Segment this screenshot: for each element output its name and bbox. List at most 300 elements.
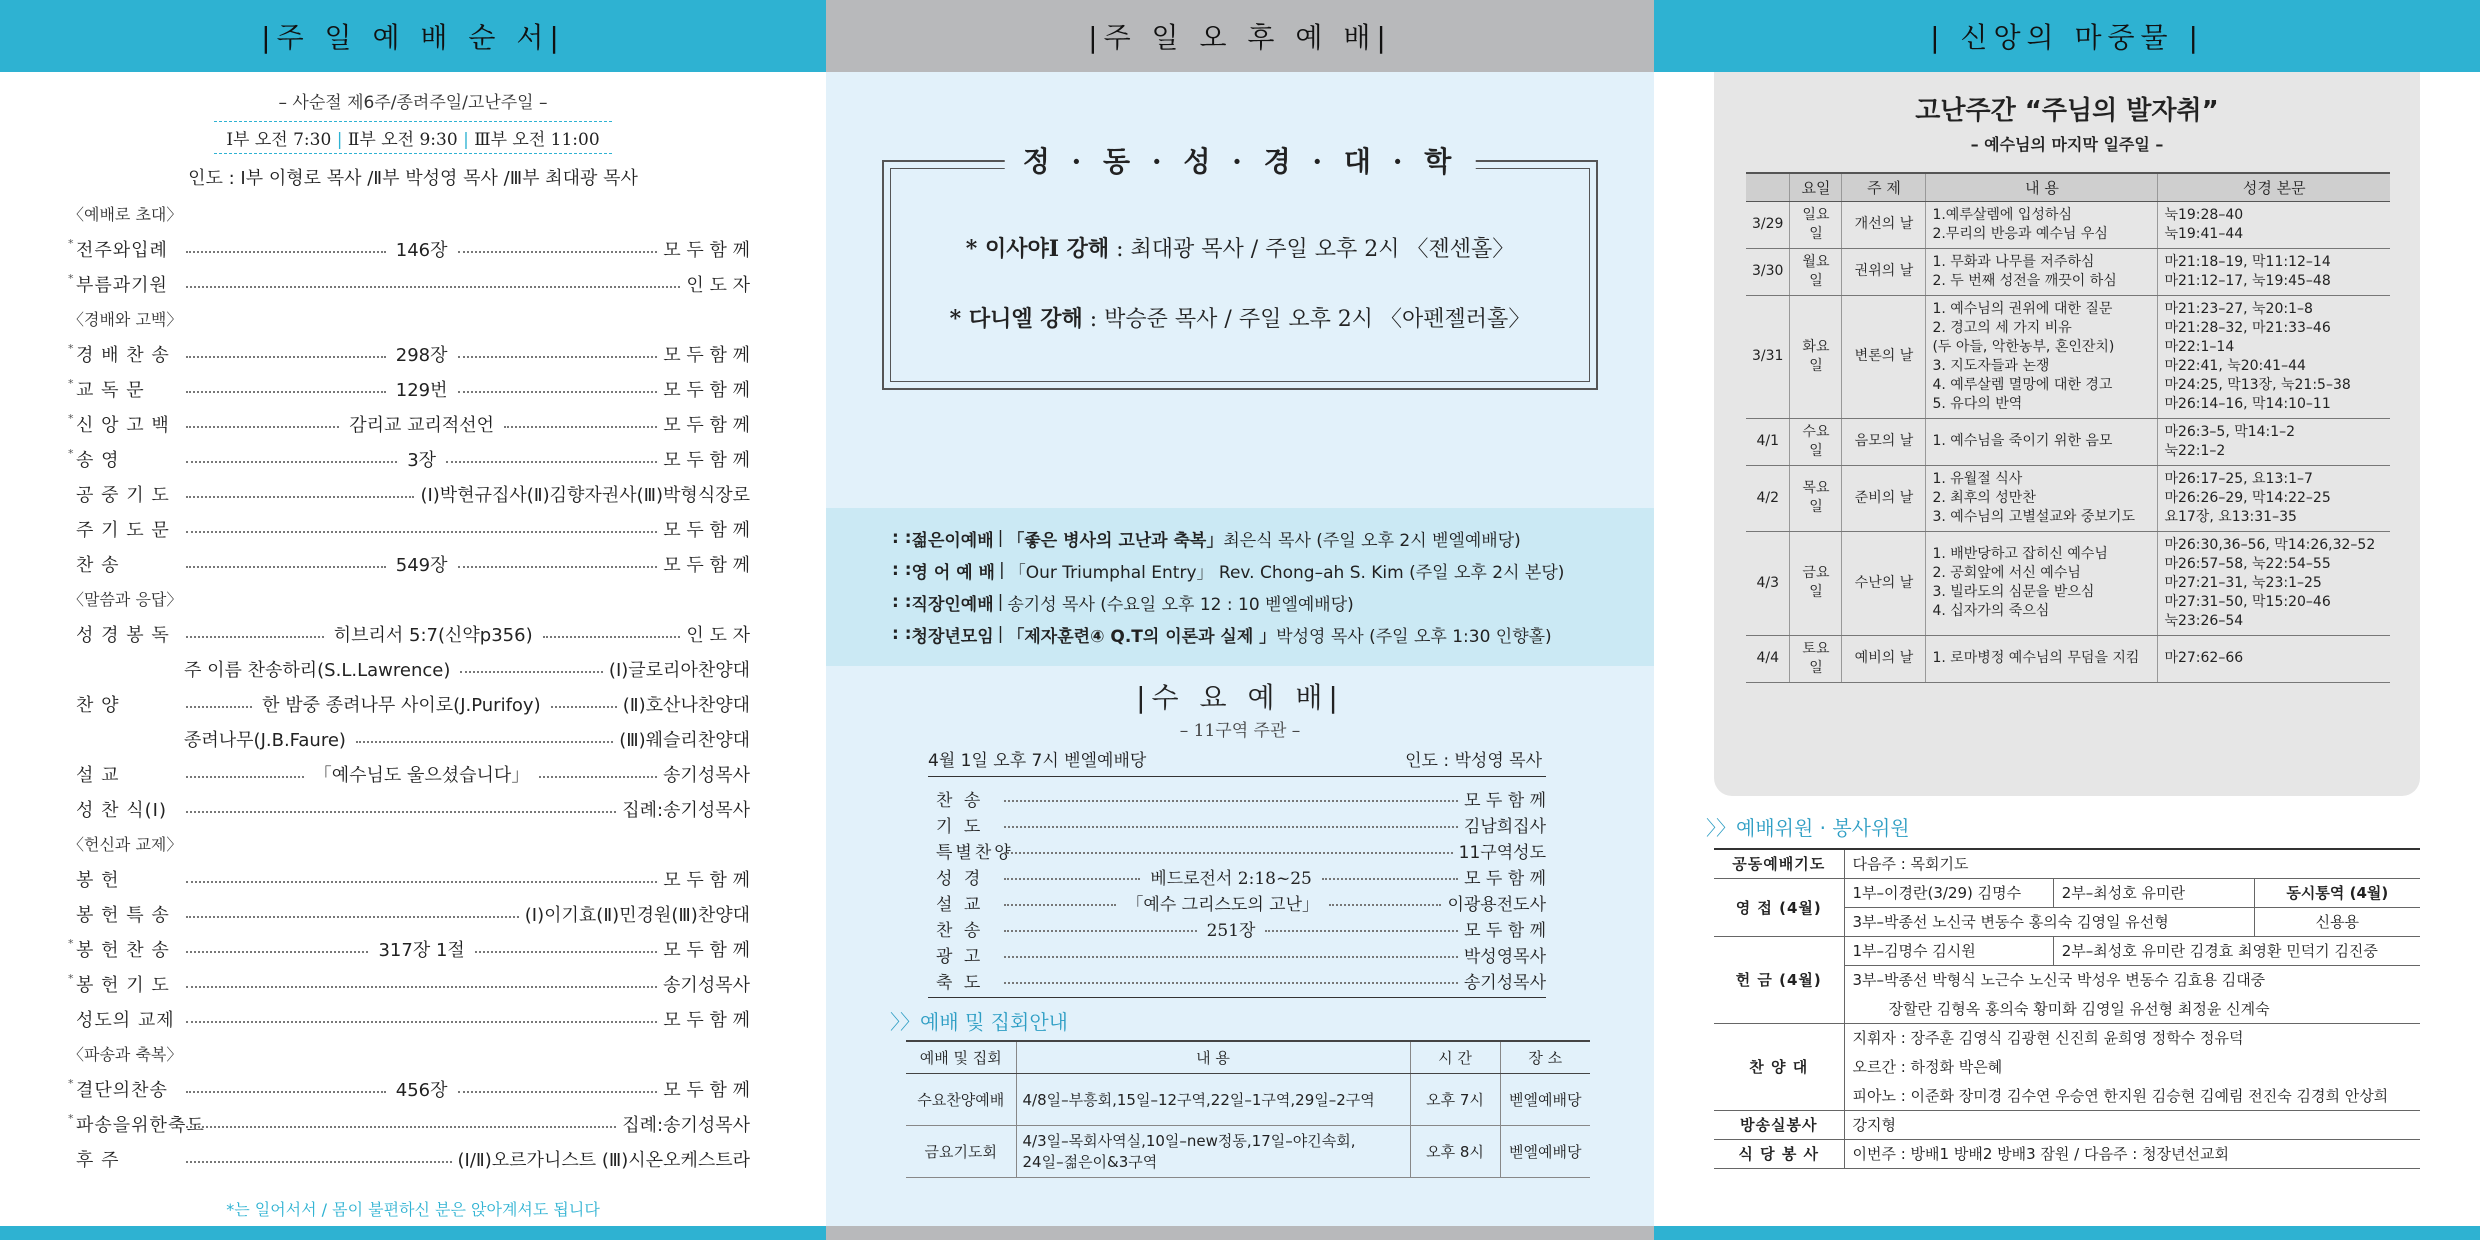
table-row <box>1714 849 2420 878</box>
column-header: 장 소 <box>1500 1041 1590 1073</box>
table-row <box>1746 201 2390 248</box>
order-label: 찬 송 <box>76 554 120 576</box>
leader-dots <box>475 951 657 953</box>
leader-dots <box>186 1091 386 1093</box>
order-detail: 129번 <box>395 379 448 401</box>
service-title: 「제자훈련④ Q.T의 이론과 실제 」 <box>1007 626 1277 647</box>
service-leaders: 인도 : Ⅰ부 이형로 목사 /Ⅱ부 박성영 목사 /Ⅲ부 최대광 목사 <box>188 168 638 189</box>
order-leader: 박성영목사 <box>1463 946 1546 967</box>
table-cell: 예비의 날 <box>1842 635 1926 682</box>
wednesday-worship-subtitle: – 11구역 주관 – <box>1179 721 1301 741</box>
order-item <box>68 406 750 441</box>
order-leader: (Ⅰ)이기효(Ⅱ)민경원(Ⅲ)찬양대 <box>524 904 750 926</box>
order-detail: 베드로전서 2:18~25 <box>1150 868 1312 889</box>
order-item <box>68 896 750 931</box>
order-leader: 모 두 함 께 <box>663 1009 750 1031</box>
table-row <box>1714 1110 2420 1139</box>
service-name: 젊은이예배 <box>911 530 994 551</box>
table-cell: 마26:30,36–56, 막14:26,32–52 마26:57–58, 눅22:54–55 마27:21–31, 눅23:1–25 마27:31–50, 막15:20–46 눅23:26–54 <box>2158 531 2390 635</box>
vol-value: 2부–최성호 유미란 김경효 최영환 민덕기 김진중 <box>2053 936 2420 965</box>
lecture-detail: : 최대광 목사 / 주일 오후 2시 〈젠센홀〉 <box>1109 237 1515 262</box>
table-cell: 4/4 <box>1746 635 1790 682</box>
footer-bar <box>0 1226 826 1240</box>
order-label: 성도의 교제 <box>76 1009 175 1031</box>
table-cell: 3/29 <box>1746 201 1790 248</box>
order-leader: 송기성목사 <box>663 764 750 786</box>
order-leader: 집례:송기성목사 <box>622 1114 750 1136</box>
service-time-2: Ⅱ부 오전 9:30 <box>347 130 458 150</box>
order-label: 축 도 <box>936 972 984 993</box>
order-leader: 이광용전도사 <box>1447 894 1546 915</box>
section-label: 〈예배로 초대〉 <box>68 205 183 224</box>
leader-dots <box>1004 826 1458 828</box>
order-leader: 모 두 함 께 <box>663 1079 750 1101</box>
section-label: 〈파송과 축복〉 <box>68 1045 183 1064</box>
leader-dots <box>186 1021 657 1023</box>
standing-mark: * <box>68 377 74 390</box>
bible-college-title: 정 · 동 · 성 · 경 · 대 · 학 <box>1005 140 1476 180</box>
order-leader: (Ⅰ/Ⅱ)오르가니스트 (Ⅲ)시온오케스트라 <box>457 1149 750 1171</box>
table-row <box>1746 248 2390 295</box>
vol-value: 동시통역 (4월) <box>2254 878 2420 907</box>
vol-value: 1부–이경란(3/29) 김명수 <box>1844 878 2053 907</box>
leader-dots <box>1004 956 1458 958</box>
order-detail: 종려나무(J.B.Faure) <box>184 729 346 751</box>
order-leader: (Ⅰ)글로리아찬양대 <box>608 659 750 681</box>
table-cell: 일요일 <box>1790 201 1842 248</box>
order-label: 성 경 <box>936 868 984 889</box>
leader-dots <box>458 251 658 253</box>
order-item <box>68 966 750 1001</box>
order-label: 봉 헌 <box>76 869 120 891</box>
leader-dots <box>186 496 414 498</box>
wednesday-item <box>928 915 1546 941</box>
service-time-3: Ⅲ부 오전 11:00 <box>474 130 600 150</box>
standing-mark: * <box>68 342 74 355</box>
vol-label: 헌 금 (4월) <box>1714 936 1844 1023</box>
leader-dots <box>186 811 616 813</box>
table-cell: 오후 8시 <box>1410 1125 1500 1177</box>
leader-dots <box>186 426 339 428</box>
leader-dots <box>1004 800 1458 802</box>
meeting-info-heading: 〉〉예배 및 집회안내 <box>890 1010 1068 1034</box>
leader-dots <box>1329 904 1441 906</box>
section-label: 〈경배와 고백〉 <box>68 310 183 329</box>
table-cell: 화요일 <box>1790 295 1842 418</box>
order-label: 봉 헌 기 도 <box>76 974 170 996</box>
table-cell: 개선의 날 <box>1842 201 1926 248</box>
faith-panel <box>1654 0 2480 1240</box>
other-services-band <box>826 508 1654 666</box>
table-cell: 수난의 날 <box>1842 531 1926 635</box>
table-row <box>1714 1139 2420 1168</box>
table-cell: 3/30 <box>1746 248 1790 295</box>
table-cell: 수요일 <box>1790 418 1842 465</box>
leader-dots <box>186 881 657 883</box>
wednesday-item <box>928 941 1546 967</box>
vol-value: 3부–박종선 노신국 변동수 홍의숙 김영일 유선형 <box>1844 907 2254 936</box>
lecture-detail: : 박승준 목사 / 주일 오후 2시 〈아펜젤러홀〉 <box>1082 307 1531 332</box>
leader-dots <box>186 636 324 638</box>
time-separator: | <box>336 130 343 150</box>
table-row <box>1714 1023 2420 1052</box>
order-detail: 456장 <box>395 1079 448 1101</box>
wednesday-place: 4월 1일 오후 7시 벧엘예배당 <box>928 751 1147 771</box>
leader-dots <box>186 286 680 288</box>
wednesday-item <box>928 889 1546 915</box>
order-label: 신 앙 고 백 <box>76 414 170 436</box>
service-times <box>214 121 611 154</box>
order-leader: 집례:송기성목사 <box>622 799 750 821</box>
leader-dots <box>460 671 603 673</box>
passion-week-title: 고난주간 “주님의 발자취” <box>1915 96 2219 126</box>
column-header: 요일 <box>1790 173 1842 201</box>
order-item <box>68 336 750 371</box>
table-row <box>906 1125 1590 1177</box>
column-header: 주 제 <box>1842 173 1926 201</box>
service-detail: 「Our Triumphal Entry」 Rev. Chong–ah S. Kim (주일 오후 2시 본당) <box>1008 562 1565 583</box>
order-leader: 김남희집사 <box>1463 816 1546 837</box>
table-row <box>1746 465 2390 531</box>
vol-label: 식 당 봉 사 <box>1714 1139 1844 1168</box>
order-item <box>68 546 750 581</box>
vol-value: 다음주 : 목회기도 <box>1844 849 2420 878</box>
order-label: 파송을위한축도 <box>76 1114 205 1136</box>
column-header: 내 용 <box>1926 173 2158 201</box>
table-row <box>1746 635 2390 682</box>
order-label: 주 기 도 문 <box>76 519 170 541</box>
order-item <box>68 721 750 756</box>
table-row <box>1714 936 2420 965</box>
service-name: 직장인예배 <box>911 594 994 615</box>
table-row <box>1746 531 2390 635</box>
passion-week-subtitle: – 예수님의 마지막 일주일 – <box>1970 135 2164 154</box>
table-cell: 마21:18–19, 막11:12–14 마21:12–17, 눅19:45–48 <box>2158 248 2390 295</box>
vol-value: 신용용 <box>2254 907 2420 936</box>
leader-dots <box>186 251 386 253</box>
column-header: 성경 본문 <box>2158 173 2390 201</box>
separator: | <box>998 560 1005 580</box>
wednesday-order-list <box>928 776 1546 998</box>
standing-mark: * <box>68 937 74 950</box>
vol-value: 장할란 김형옥 홍의숙 황미화 김영일 유선형 최정윤 신계숙 <box>1844 994 2420 1023</box>
table-cell: 권위의 날 <box>1842 248 1926 295</box>
table-cell: 1. 로마병정 예수님의 무덤을 지킴 <box>1926 635 2158 682</box>
order-detail: 3장 <box>407 449 437 471</box>
order-leader: 모 두 함 께 <box>663 939 750 961</box>
table-cell: 변론의 날 <box>1842 295 1926 418</box>
order-label: 봉 헌 찬 송 <box>76 939 170 961</box>
standing-mark: * <box>68 1112 74 1125</box>
order-label: 성 경 봉 독 <box>76 624 170 646</box>
footer-bar <box>1654 1226 2480 1240</box>
worship-order-panel <box>0 0 826 1240</box>
leader-dots <box>186 1161 452 1163</box>
order-item <box>68 686 750 721</box>
table-cell: 4/3 <box>1746 531 1790 635</box>
wednesday-item <box>928 967 1546 993</box>
order-leader: 모 두 함 께 <box>1464 868 1547 889</box>
order-item <box>68 231 750 266</box>
order-leader: 모 두 함 께 <box>663 414 751 436</box>
order-leader: 모 두 함 께 <box>663 449 750 471</box>
table-row <box>1714 878 2420 907</box>
order-detail: 「예수님도 울으셨습니다」 <box>313 764 530 786</box>
order-leader: 모 두 함 께 <box>663 239 750 261</box>
standing-mark: * <box>68 447 74 460</box>
table-cell: 수요찬양예배 <box>906 1073 1016 1125</box>
leader-dots <box>1004 930 1197 932</box>
footer-bar <box>826 1226 1654 1240</box>
vol-value: 지휘자 : 장주훈 김영식 김광현 신진희 윤희영 정학수 정유덕 <box>1852 1029 2244 1048</box>
order-label: 경 배 찬 송 <box>76 344 170 366</box>
table-cell: 4/1 <box>1746 418 1790 465</box>
order-detail: 549장 <box>395 554 448 576</box>
order-leader: 인 도 자 <box>686 274 750 296</box>
table-cell: 월요일 <box>1790 248 1842 295</box>
order-item <box>68 476 750 511</box>
order-leader: 모 두 함 께 <box>663 519 750 541</box>
column-header <box>1746 173 1790 201</box>
leader-dots <box>543 636 681 638</box>
order-item <box>68 371 750 406</box>
order-item <box>68 441 750 476</box>
leader-dots <box>356 741 613 743</box>
bullet: : : <box>892 560 912 580</box>
leader-dots <box>458 356 658 358</box>
table-cell: 목요일 <box>1790 465 1842 531</box>
leader-dots <box>186 1126 616 1128</box>
lecture-daniel <box>884 302 1596 333</box>
bible-college-frame <box>882 145 1598 390</box>
service-detail: 최은식 목사 (주일 오후 2시 벧엘예배당) <box>1223 530 1521 551</box>
order-item <box>68 756 750 791</box>
order-label: 찬 양 <box>76 694 120 716</box>
vol-label: 공동예배기도 <box>1714 849 1844 878</box>
table-cell: 토요일 <box>1790 635 1842 682</box>
leader-dots <box>186 356 386 358</box>
service-time-1: Ⅰ부 오전 7:30 <box>226 130 332 150</box>
table-cell: 벧엘예배당 <box>1500 1125 1590 1177</box>
volunteers-heading: 〉〉예배위원 · 봉사위원 <box>1706 816 1910 840</box>
meeting-info-table <box>906 1040 1590 1178</box>
bullet: : : <box>892 528 912 548</box>
other-service-line <box>892 618 1654 650</box>
worship-order-list <box>68 196 750 1176</box>
table-cell: 눅19:28–40 눅19:41–44 <box>2158 201 2390 248</box>
wednesday-worship-info <box>928 746 1542 771</box>
order-item <box>68 616 750 651</box>
leader-dots <box>186 391 386 393</box>
leader-dots <box>1004 878 1140 880</box>
table-row <box>906 1073 1590 1125</box>
separator: | <box>997 592 1004 612</box>
worship-subtitle: – 사순절 제6주/종려주일/고난주일 – <box>278 93 548 113</box>
order-item <box>68 651 750 686</box>
vol-label: 방송실봉사 <box>1714 1110 1844 1139</box>
order-leader: 모 두 함 께 <box>1464 920 1546 941</box>
leader-dots <box>446 461 657 463</box>
standing-mark: * <box>68 1077 74 1090</box>
vol-value: 피아노 : 이준화 장미경 김수연 우승연 한지원 김승현 김예림 전진숙 김경희 안상희 <box>1844 1081 2420 1110</box>
worship-order-header: |주 일 예 배 순 서| <box>0 0 826 72</box>
order-item <box>68 1106 750 1141</box>
leader-dots <box>1004 904 1116 906</box>
leader-dots <box>1004 982 1458 984</box>
other-service-line <box>892 522 1654 554</box>
other-service-line <box>892 586 1654 618</box>
vol-value: 오르간 : 하정화 박은혜 <box>1852 1058 2003 1076</box>
order-label: 결단의찬송 <box>76 1079 168 1101</box>
leader-dots <box>186 461 397 463</box>
order-label: 찬 송 <box>936 920 984 941</box>
leader-dots <box>186 706 252 708</box>
order-item <box>68 791 750 826</box>
leader-dots <box>186 916 519 918</box>
section-label: 〈말씀과 응답〉 <box>68 590 183 609</box>
leader-dots <box>551 706 617 708</box>
table-cell: 1. 배반당하고 잡히신 예수님 2. 공회앞에 서신 예수님 3. 빌라도의 심문을 받으심 4. 십자가의 죽으심 <box>1926 531 2158 635</box>
service-detail: 송기성 목사 (수요일 오후 12 : 10 벧엘예배당) <box>1007 594 1354 615</box>
leader-dots <box>186 986 657 988</box>
table-cell: 1. 유월절 식사 2. 최후의 성만찬 3. 예수님의 고별설교와 중보기도 <box>1926 465 2158 531</box>
order-leader: (Ⅰ)박현규집사(Ⅱ)김향자권사(Ⅲ)박형식장로 <box>420 484 750 506</box>
lecture-isaiah <box>884 232 1596 263</box>
leader-dots <box>458 391 658 393</box>
table-cell: 1. 무화과 나무를 저주하심 2. 두 번째 성전을 깨끗이 하심 <box>1926 248 2158 295</box>
passion-week-box <box>1714 72 2420 796</box>
vol-label: 영 접 (4월) <box>1714 878 1844 936</box>
leader-dots <box>186 531 657 533</box>
column-header: 예배 및 집회 <box>906 1041 1016 1073</box>
order-label: 설 교 <box>76 764 120 786</box>
faith-header: | 신앙의 마중물 | <box>1654 0 2480 72</box>
order-detail: 251장 <box>1206 920 1256 941</box>
service-detail: 박성영 목사 (주일 오후 1:30 인향홀) <box>1276 626 1552 647</box>
leader-dots <box>504 426 657 428</box>
order-item <box>68 1071 750 1106</box>
vol-value: 1부–김명수 김시원 <box>1844 936 2053 965</box>
vol-label: 찬 양 대 <box>1714 1023 1844 1110</box>
standing-mark: * <box>68 272 74 285</box>
order-detail: 「예수 그리스도의 고난」 <box>1126 894 1320 915</box>
leader-dots <box>458 1091 658 1093</box>
table-cell: 1. 예수님의 권위에 대한 질문 2. 경고의 세 가지 비유 (두 아들, 악한농부, 혼인잔치) 3. 지도자들과 논쟁 4. 예루살렘 멸망에 대한 경고 5. 유다의 반역 <box>1926 295 2158 418</box>
table-cell: 마27:62–66 <box>2158 635 2390 682</box>
order-label: 교 독 문 <box>76 379 145 401</box>
order-label: 설 교 <box>936 894 984 915</box>
table-header-row <box>1746 173 2390 201</box>
wednesday-item <box>928 837 1546 863</box>
order-label: 봉 헌 특 송 <box>76 904 170 926</box>
leader-dots <box>1265 930 1458 932</box>
table-cell: 음모의 날 <box>1842 418 1926 465</box>
volunteers-table <box>1714 848 2420 1169</box>
vol-value: 2부–최성호 유미란 <box>2053 878 2254 907</box>
order-leader: 모 두 함 께 <box>663 344 750 366</box>
standing-mark: * <box>68 412 74 425</box>
order-label: 특별찬양 <box>936 842 1014 863</box>
other-service-line <box>892 554 1654 586</box>
worship-order-intro <box>0 88 826 190</box>
bullet: : : <box>892 624 912 644</box>
order-label: 공 중 기 도 <box>76 484 170 506</box>
afternoon-worship-panel <box>826 0 1654 1240</box>
wednesday-item <box>928 785 1546 811</box>
order-leader: 모 두 함 께 <box>663 554 750 576</box>
order-leader: 모 두 함 께 <box>663 869 750 891</box>
wednesday-worship-title: |수 요 예 배| <box>1136 681 1344 714</box>
order-label: 부름과기원 <box>76 274 168 296</box>
table-cell: 1.예루살렘에 입성하심 2.무리의 반응과 예수님 우심 <box>1926 201 2158 248</box>
standing-mark: * <box>68 237 74 250</box>
table-cell: 4/3일–목회사역실,10일–new정동,17일–야긴속회, 24일–젊은이&3구역 <box>1016 1125 1410 1177</box>
table-cell: 마26:3–5, 막14:1–2 눅22:1–2 <box>2158 418 2390 465</box>
order-label: 후 주 <box>76 1149 120 1171</box>
separator: | <box>997 528 1004 548</box>
order-item <box>68 266 750 301</box>
wednesday-leader: 인도 : 박성영 목사 <box>1405 751 1542 771</box>
table-cell: 금요기도회 <box>906 1125 1016 1177</box>
order-detail: 한 밤중 종려나무 사이로(J.Purifoy) <box>262 694 541 716</box>
vol-value: 이번주 : 방배1 방배2 방배3 잠원 / 다음주 : 청장년선교회 <box>1844 1139 2420 1168</box>
standing-note: *는 일어서서 / 몸이 불편하신 분은 앉아계셔도 됩니다 <box>226 1200 600 1219</box>
table-cell: 마21:23–27, 눅20:1–8 마21:28–32, 마21:33–46 마22:1–14 마22:41, 눅20:41–44 마24:25, 막13장, 눅21:5–38 마26:14–16, 막14:10–11 <box>2158 295 2390 418</box>
column-header: 내 용 <box>1016 1041 1410 1073</box>
order-item <box>68 931 750 966</box>
leader-dots <box>186 566 386 568</box>
lecture-name: * 다니엘 강해 <box>949 306 1083 332</box>
leader-dots <box>1004 852 1453 854</box>
table-cell: 오후 7시 <box>1410 1073 1500 1125</box>
order-item <box>68 1001 750 1036</box>
table-cell: 마26:17–25, 요13:1–7 마26:26–29, 막14:22–25 요17장, 요13:31–35 <box>2158 465 2390 531</box>
section-label: 〈헌신과 교제〉 <box>68 835 183 854</box>
table-cell: 금요일 <box>1790 531 1842 635</box>
order-label: 광 고 <box>936 946 984 967</box>
afternoon-worship-header: |주 일 오 후 예 배| <box>826 0 1654 72</box>
order-leader: 모 두 함 께 <box>1464 790 1546 811</box>
order-leader: 송기성목사 <box>1463 972 1546 993</box>
bullet: : : <box>892 592 912 612</box>
column-header: 시 간 <box>1410 1041 1500 1073</box>
order-leader: 송기성목사 <box>663 974 750 996</box>
table-cell: 준비의 날 <box>1842 465 1926 531</box>
order-item <box>68 1141 750 1176</box>
standing-mark: * <box>68 972 74 985</box>
order-item <box>68 861 750 896</box>
order-detail: 감리교 교리적선언 <box>349 414 495 436</box>
order-leader: 11구역성도 <box>1458 842 1546 863</box>
order-label: 찬 송 <box>936 790 984 811</box>
order-label: 송 영 <box>76 449 120 471</box>
order-detail: 히브리서 5:7(신약p356) <box>333 624 533 646</box>
table-row <box>1746 295 2390 418</box>
table-cell: 1. 예수님을 죽이기 위한 음모 <box>1926 418 2158 465</box>
service-name: 청장년모임 <box>911 626 994 647</box>
leader-dots <box>186 776 304 778</box>
table-row <box>1746 418 2390 465</box>
table-cell: 4/8일–부흥회,15일–12구역,22일–1구역,29일–2구역 <box>1016 1073 1410 1125</box>
service-name: 영 어 예 배 <box>911 562 995 583</box>
wednesday-item <box>928 863 1546 889</box>
leader-dots <box>186 951 368 953</box>
wednesday-item <box>928 811 1546 837</box>
order-leader: 모 두 함 께 <box>663 379 750 401</box>
table-cell: 벧엘예배당 <box>1500 1073 1590 1125</box>
order-item <box>68 511 750 546</box>
vol-value: 강지형 <box>1844 1110 2420 1139</box>
